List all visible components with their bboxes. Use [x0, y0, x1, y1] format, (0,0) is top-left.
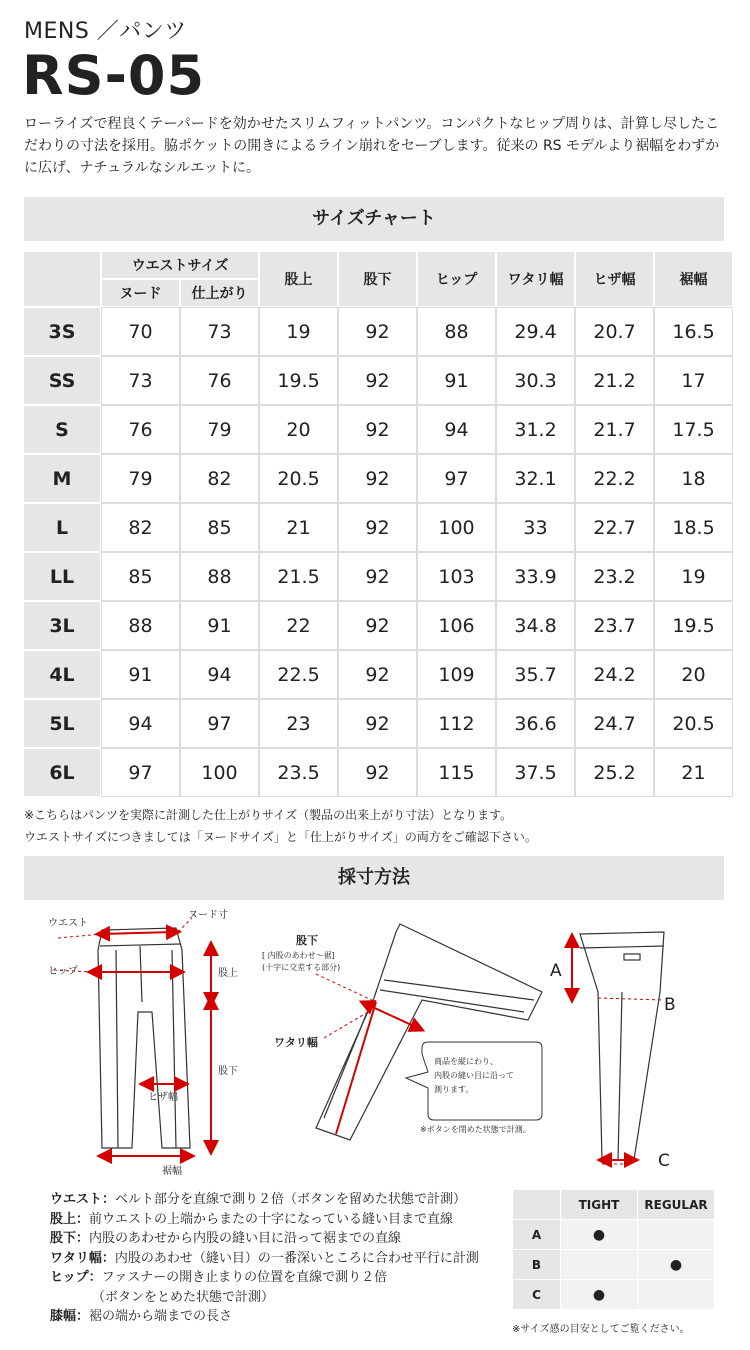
size-value: 82: [181, 455, 258, 502]
size-value: 21.7: [576, 406, 653, 453]
size-note-2: ウエストサイズにつきましては「ヌードサイズ」と「仕上がりサイズ」の両方をご確認下さい。: [24, 830, 537, 844]
col-header: 股下: [339, 252, 416, 306]
definition-text: ファスナーの開き止まりの位置を直線で測り２倍: [101, 1270, 388, 1285]
measurement-diagram: [24, 902, 726, 1178]
size-label: S: [24, 406, 100, 453]
measure-heading: 採寸方法: [24, 856, 724, 900]
size-label: 5L: [24, 700, 100, 747]
size-value: 85: [181, 504, 258, 551]
col-header-finished: 仕上がり: [181, 280, 258, 306]
size-row: [24, 651, 732, 698]
fit-mark-regular: [638, 1280, 715, 1310]
label-inseam2-sub1: [ 内股のあわせ～裾]: [262, 951, 335, 960]
corner-cell: [24, 252, 100, 306]
size-label: 6L: [24, 749, 100, 796]
size-value: 21: [655, 749, 732, 796]
fit-header-tight: TIGHT: [561, 1190, 638, 1220]
size-value: 16.5: [655, 308, 732, 355]
fit-row: [513, 1250, 715, 1280]
label-hem: 裾幅: [162, 1166, 182, 1177]
svg-text:商品を縦にわり、: 商品を縦にわり、: [434, 1057, 498, 1066]
size-value: 22: [260, 602, 337, 649]
size-value: 33: [497, 504, 574, 551]
size-value: 21: [260, 504, 337, 551]
size-value: 35.7: [497, 651, 574, 698]
size-value: 88: [102, 602, 179, 649]
label-inseam2-sub2: (十字に交差する部分): [262, 963, 341, 972]
label-inseam2: 股下: [296, 934, 318, 947]
size-value: 21.2: [576, 357, 653, 404]
size-label: 4L: [24, 651, 100, 698]
size-value: 94: [418, 406, 495, 453]
size-value: 19: [655, 553, 732, 600]
size-label: M: [24, 455, 100, 502]
label-hip: ヒップ: [48, 966, 78, 977]
definition-line: [50, 1249, 479, 1269]
size-value: 115: [418, 749, 495, 796]
size-value: 19: [260, 308, 337, 355]
size-value: 19.5: [260, 357, 337, 404]
fit-row-label: C: [513, 1280, 561, 1310]
size-value: 97: [418, 455, 495, 502]
fit-mark-tight: ●: [561, 1280, 638, 1310]
size-value: 109: [418, 651, 495, 698]
size-value: 97: [181, 700, 258, 747]
size-value: 29.4: [497, 308, 574, 355]
size-value: 17: [655, 357, 732, 404]
model-title: RS-05: [22, 44, 206, 107]
definition-line: [50, 1229, 479, 1249]
definition-text: 前ウエストの上端からまたの十字になっている縫い目まで直線: [89, 1211, 454, 1227]
label-b: B: [664, 995, 676, 1015]
size-row: [24, 553, 732, 600]
size-value: 23: [260, 700, 337, 747]
label-waist: ウエスト: [48, 918, 88, 929]
definition-term: 膝幅：: [50, 1309, 90, 1324]
size-row: [24, 455, 732, 502]
size-value: 91: [418, 357, 495, 404]
size-value: 103: [418, 553, 495, 600]
size-value: 37.5: [497, 749, 574, 796]
category-label: MENS ／パンツ: [24, 19, 187, 44]
label-nude: ヌード寸: [188, 910, 228, 921]
size-value: 33.9: [497, 553, 574, 600]
front-pants-illustration: [98, 928, 190, 1148]
definition-term: ヒップ：: [50, 1270, 102, 1285]
definition-text: 裾の端から端までの長さ: [89, 1309, 233, 1324]
size-value: 92: [339, 749, 416, 796]
size-value: 36.6: [497, 700, 574, 747]
size-value: 91: [181, 602, 258, 649]
size-value: 88: [418, 308, 495, 355]
size-label: 3S: [24, 308, 100, 355]
size-value: 82: [102, 504, 179, 551]
size-value: 79: [102, 455, 179, 502]
size-value: 76: [102, 406, 179, 453]
definition-text: ベルト部分を直線で測り２倍（ボタンを留めた状態で計測）: [115, 1192, 467, 1207]
size-value: 23.2: [576, 553, 653, 600]
size-value: 24.2: [576, 651, 653, 698]
size-chart-heading: サイズチャート: [24, 197, 724, 241]
definition-term: 股下：: [50, 1231, 90, 1246]
size-value: 106: [418, 602, 495, 649]
col-header: ワタリ幅: [497, 252, 574, 306]
fit-row-label: A: [513, 1220, 561, 1250]
label-thigh: ワタリ幅: [274, 1036, 318, 1049]
size-value: 22.5: [260, 651, 337, 698]
size-value: 73: [102, 357, 179, 404]
size-value: 92: [339, 553, 416, 600]
size-chart-table: [22, 250, 734, 798]
size-value: 112: [418, 700, 495, 747]
size-row: [24, 406, 732, 453]
size-value: 24.7: [576, 700, 653, 747]
size-value: 34.8: [497, 602, 574, 649]
size-value: 31.2: [497, 406, 574, 453]
definition-line: [50, 1190, 479, 1210]
size-value: 18.5: [655, 504, 732, 551]
product-description: ローライズで程良くテーパードを効かせたスリムフィットパンツ。コンパクトなヒップ周りは、計算し尽したこだわりの寸法を採用。脇ポケットの開きによるライン崩れをセーブします。従来の RS モデルより裾幅をわずかに広げ、ナチュラルなシルエットに。: [24, 116, 720, 176]
size-value: 97: [102, 749, 179, 796]
size-label: LL: [24, 553, 100, 600]
size-value: 73: [181, 308, 258, 355]
size-value: 25.2: [576, 749, 653, 796]
fit-mark-regular: ●: [638, 1250, 715, 1280]
size-value: 100: [181, 749, 258, 796]
speech-bubble: [406, 1042, 542, 1120]
definition-text: 内股のあわせ（縫い目）の一番深いところに合わせ平行に計測: [114, 1250, 479, 1266]
size-value: 92: [339, 308, 416, 355]
size-value: 88: [181, 553, 258, 600]
size-value: 20.7: [576, 308, 653, 355]
definition-line: [50, 1210, 479, 1230]
fit-table: [512, 1189, 715, 1310]
size-row: [24, 700, 732, 747]
size-label: 3L: [24, 602, 100, 649]
size-value: 92: [339, 455, 416, 502]
size-value: 20.5: [260, 455, 337, 502]
size-row: [24, 308, 732, 355]
definition-term: ワタリ幅：: [50, 1250, 115, 1266]
definition-line: [50, 1307, 479, 1327]
size-row: [24, 357, 732, 404]
size-value: 21.5: [260, 553, 337, 600]
size-value: 32.1: [497, 455, 574, 502]
size-label: SS: [24, 357, 100, 404]
size-value: 91: [102, 651, 179, 698]
fit-row: [513, 1280, 715, 1310]
size-value: 20.5: [655, 700, 732, 747]
size-value: 23.5: [260, 749, 337, 796]
fit-row-label: B: [513, 1250, 561, 1280]
definition-text: 内股のあわせから内股の縫い目に沿って裾までの直線: [89, 1231, 402, 1246]
label-a: A: [550, 961, 562, 981]
svg-text:内股の縫い目に沿って: 内股の縫い目に沿って: [434, 1071, 514, 1080]
col-header: ヒザ幅: [576, 252, 653, 306]
size-value: 19.5: [655, 602, 732, 649]
button-note: ※ボタンを閉めた状態で計測。: [420, 1125, 531, 1134]
size-value: 79: [181, 406, 258, 453]
definition-text: （ボタンをとめた状態で計測）: [92, 1289, 275, 1305]
size-value: 23.7: [576, 602, 653, 649]
fit-mark-regular: [638, 1220, 715, 1250]
size-value: 92: [339, 357, 416, 404]
size-value: 92: [339, 700, 416, 747]
fit-corner: [513, 1190, 561, 1220]
size-label: L: [24, 504, 100, 551]
waist-group-header: ウエストサイズ: [102, 252, 258, 278]
measurement-definitions: [50, 1190, 479, 1327]
fit-mark-tight: [561, 1250, 638, 1280]
size-value: 92: [339, 651, 416, 698]
size-row: [24, 749, 732, 796]
size-value: 100: [418, 504, 495, 551]
label-rise: 股上: [218, 968, 238, 979]
size-value: 94: [102, 700, 179, 747]
size-value: 30.3: [497, 357, 574, 404]
label-inseam: 股下: [218, 1066, 238, 1077]
size-row: [24, 602, 732, 649]
side-pants-illustration: [580, 932, 664, 1160]
size-value: 94: [181, 651, 258, 698]
size-value: 92: [339, 504, 416, 551]
col-header: 裾幅: [655, 252, 732, 306]
size-value: 85: [102, 553, 179, 600]
fit-note: ※サイズ感の目安としてご覧ください。: [512, 1324, 690, 1335]
size-value: 76: [181, 357, 258, 404]
size-value: 92: [339, 406, 416, 453]
size-row: [24, 504, 732, 551]
definition-term: ウエスト：: [50, 1192, 116, 1207]
size-value: 22.7: [576, 504, 653, 551]
fit-row: [513, 1220, 715, 1250]
size-value: 18: [655, 455, 732, 502]
fit-header-regular: REGULAR: [638, 1190, 715, 1220]
col-header: 股上: [260, 252, 337, 306]
size-value: 92: [339, 602, 416, 649]
size-note-1: ※こちらはパンツを実際に計測した仕上がりサイズ（製品の出来上がり寸法）となります。: [24, 808, 513, 822]
fit-mark-tight: ●: [561, 1220, 638, 1250]
size-value: 20: [655, 651, 732, 698]
size-value: 20: [260, 406, 337, 453]
size-value: 22.2: [576, 455, 653, 502]
size-value: 17.5: [655, 406, 732, 453]
col-header: ヒップ: [418, 252, 495, 306]
label-knee: ヒザ幅: [148, 1092, 178, 1103]
definition-line: [50, 1288, 479, 1308]
label-c: C: [658, 1151, 670, 1171]
svg-text:測ります。: 測ります。: [434, 1085, 474, 1094]
col-header-nude: ヌード: [102, 280, 179, 306]
size-value: 70: [102, 308, 179, 355]
definition-line: [50, 1268, 479, 1288]
definition-term: 股上：: [50, 1211, 90, 1227]
